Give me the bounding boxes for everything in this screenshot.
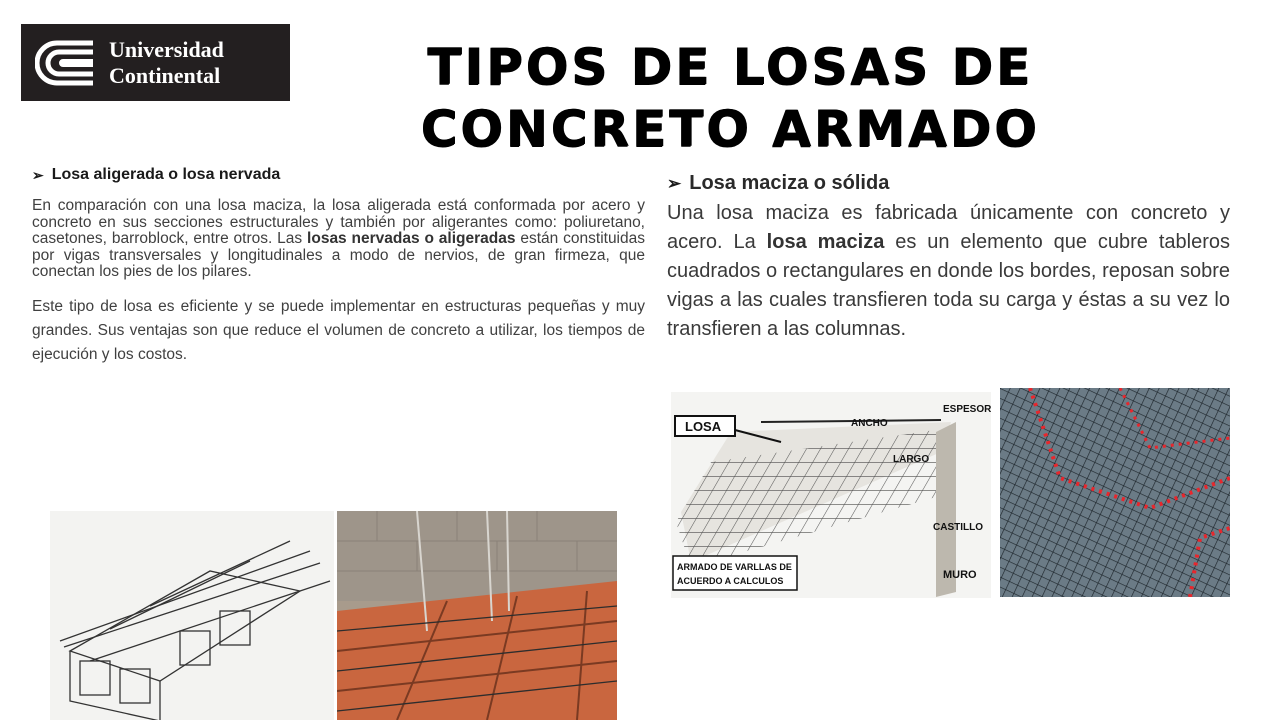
- label-losa: LOSA: [685, 419, 722, 434]
- rebar-mesh-photo: [1000, 388, 1230, 597]
- losa-maciza-section: [667, 172, 1230, 344]
- label-armado-1: ARMADO DE VARLLAS DE: [677, 562, 792, 572]
- losa-aligerada-photo: [337, 511, 617, 720]
- label-armado-2: ACUERDO A CALCULOS: [677, 576, 784, 586]
- arrow-bullet-icon: ➢: [32, 166, 44, 183]
- label-castillo: CASTILLO: [933, 522, 983, 533]
- losa-maciza-diagram: [671, 392, 991, 598]
- university-logo: [21, 24, 290, 101]
- label-largo: LARGO: [893, 454, 930, 465]
- slide-title: TIPOS DE LOSAS DE CONCRETO ARMADO: [420, 38, 1040, 158]
- losa-aligerada-paragraph-1: En comparación con una losa maciza, la losa aligerada está conformada por acero y concreto en sus secciones estructurales y también por aligerantes como: poliuretano, casetones, barroblock, entre otros. Las losas nervadas o aligeradas están constituidas por vigas transversales y longitudinales a modo de nervios, de gran firmeza, que conectan los pies de los pilares.: [32, 197, 645, 280]
- losa-aligerada-heading: ➢ Losa aligerada o losa nervada: [32, 166, 281, 183]
- university-emblem-icon: [35, 37, 97, 89]
- losa-maciza-heading: ➢ Losa maciza o sólida: [667, 172, 890, 194]
- label-espesor: ESPESOR: [943, 404, 991, 415]
- logo-wordmark: Universidad Continental: [109, 36, 224, 88]
- losa-maciza-paragraph: Una losa maciza es fabricada únicamente con concreto y acero. La losa maciza es un elemento que cubre tableros cuadrados o rectangulares en donde los bordes, reposan sobre vigas a las cuales transfieren toda su carga y éstas a su vez lo transfieren a las columnas.: [667, 202, 1230, 340]
- label-muro: MURO: [943, 569, 977, 581]
- losa-aligerada-paragraph-2: Este tipo de losa es eficiente y se puede implementar en estructuras pequeñas y muy grandes. Sus ventajas son que reduce el volumen de concreto a utilizar, los tiempos de ejecución y los costos.: [32, 297, 645, 363]
- label-ancho: ANCHO: [851, 418, 888, 429]
- arrow-bullet-icon: ➢: [667, 173, 682, 193]
- losa-aligerada-drawing: [50, 511, 334, 720]
- losa-aligerada-section: [32, 166, 645, 367]
